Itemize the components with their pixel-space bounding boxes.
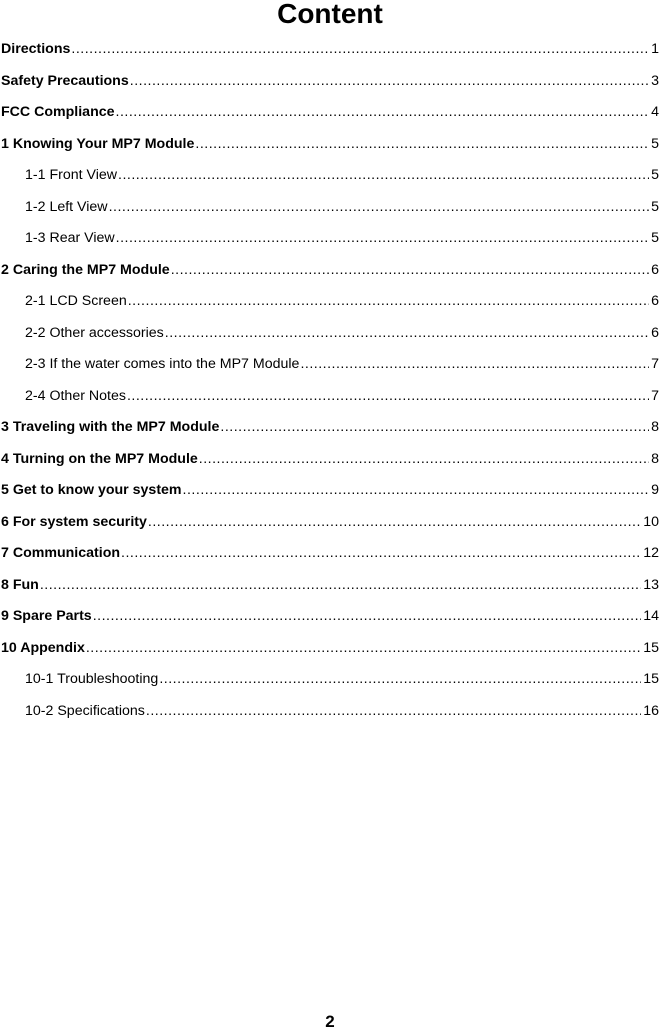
toc-entry-page-number: 7 bbox=[651, 356, 659, 372]
toc-entry-page-number: 12 bbox=[643, 545, 659, 561]
toc-entry[interactable] bbox=[0, 603, 660, 635]
toc-entry-title[interactable]: 8 Fun bbox=[1, 576, 39, 593]
toc-entry-title[interactable]: 6 For system security bbox=[1, 513, 147, 530]
toc-entry-page-number: 6 bbox=[651, 261, 659, 278]
toc-dot-leader bbox=[121, 540, 641, 566]
toc-entry-page-number: 3 bbox=[651, 72, 659, 89]
toc-entry-title[interactable]: 1-2 Left View bbox=[25, 198, 108, 215]
toc-entry-page-number: 16 bbox=[643, 702, 659, 719]
toc-entry[interactable] bbox=[0, 225, 660, 257]
toc-dot-leader bbox=[195, 131, 649, 157]
toc-dot-leader bbox=[93, 603, 642, 629]
toc-entry[interactable] bbox=[0, 320, 660, 352]
toc-entry[interactable] bbox=[0, 162, 660, 194]
toc-entry-title[interactable]: 2-4 Other Notes bbox=[25, 387, 126, 404]
toc-entry[interactable] bbox=[0, 477, 660, 509]
toc-entry[interactable] bbox=[0, 635, 660, 667]
toc-entry-title[interactable]: Safety Precautions bbox=[1, 72, 129, 89]
toc-entry-page-number: 8 bbox=[651, 419, 659, 435]
toc-dot-leader bbox=[146, 698, 641, 724]
toc-entry-page-number: 5 bbox=[651, 167, 659, 183]
toc-dot-leader bbox=[127, 383, 649, 409]
toc-entry-title[interactable]: 9 Spare Parts bbox=[1, 608, 92, 624]
toc-entry[interactable] bbox=[0, 194, 660, 226]
toc-entry-title[interactable]: 1-3 Rear View bbox=[25, 230, 115, 246]
toc-dot-leader bbox=[159, 666, 641, 692]
toc-entry-title[interactable]: 1 Knowing Your MP7 Module bbox=[1, 135, 195, 152]
toc-dot-leader bbox=[165, 320, 649, 346]
toc-entry-page-number: 15 bbox=[643, 671, 659, 687]
toc-entry-title[interactable]: 5 Get to know your system bbox=[1, 482, 182, 498]
toc-entry-title[interactable]: 3 Traveling with the MP7 Module bbox=[1, 419, 220, 435]
toc-dot-leader bbox=[199, 446, 649, 472]
toc-dot-leader bbox=[71, 36, 649, 62]
table-of-contents bbox=[0, 36, 660, 729]
toc-entry[interactable] bbox=[0, 383, 660, 415]
toc-entry-page-number: 5 bbox=[651, 198, 659, 215]
toc-dot-leader bbox=[40, 572, 641, 598]
page-title: Content bbox=[277, 0, 383, 29]
toc-entry[interactable] bbox=[0, 509, 660, 541]
toc-entry-title[interactable]: 10 Appendix bbox=[1, 639, 85, 656]
toc-entry-page-number: 5 bbox=[651, 230, 659, 246]
toc-entry-title[interactable]: 7 Communication bbox=[1, 545, 121, 561]
toc-dot-leader bbox=[148, 509, 641, 535]
toc-dot-leader bbox=[220, 414, 649, 440]
toc-entry-title[interactable]: FCC Compliance bbox=[1, 104, 115, 120]
toc-entry-title[interactable]: 2 Caring the MP7 Module bbox=[1, 261, 170, 278]
toc-entry-page-number: 1 bbox=[651, 41, 659, 57]
toc-dot-leader bbox=[300, 351, 649, 377]
toc-dot-leader bbox=[86, 635, 641, 661]
toc-entry[interactable] bbox=[0, 572, 660, 604]
toc-entry[interactable] bbox=[0, 698, 660, 730]
toc-entry-page-number: 7 bbox=[651, 387, 659, 404]
toc-entry-page-number: 13 bbox=[643, 576, 659, 593]
toc-entry[interactable] bbox=[0, 446, 660, 478]
toc-dot-leader bbox=[116, 99, 650, 125]
toc-entry-title[interactable]: Directions bbox=[1, 41, 71, 57]
toc-entry[interactable] bbox=[0, 540, 660, 572]
toc-entry-title[interactable]: 2-2 Other accessories bbox=[25, 324, 164, 341]
toc-entry[interactable] bbox=[0, 36, 660, 68]
toc-entry-title[interactable]: 10-2 Specifications bbox=[25, 702, 145, 719]
toc-entry-page-number: 10 bbox=[643, 513, 659, 530]
toc-entry-page-number: 14 bbox=[643, 608, 659, 624]
toc-entry[interactable] bbox=[0, 68, 660, 100]
toc-dot-leader bbox=[109, 194, 650, 220]
toc-dot-leader bbox=[130, 68, 649, 94]
toc-dot-leader bbox=[171, 257, 649, 283]
toc-entry[interactable] bbox=[0, 288, 660, 320]
toc-entry-page-number: 4 bbox=[651, 104, 659, 120]
toc-dot-leader bbox=[128, 288, 649, 314]
toc-entry-page-number: 5 bbox=[651, 135, 659, 152]
toc-entry[interactable] bbox=[0, 99, 660, 131]
toc-entry[interactable] bbox=[0, 131, 660, 163]
toc-entry-title[interactable]: 10-1 Troubleshooting bbox=[25, 671, 159, 687]
toc-entry[interactable] bbox=[0, 414, 660, 446]
toc-entry[interactable] bbox=[0, 257, 660, 289]
toc-entry[interactable] bbox=[0, 666, 660, 698]
toc-entry-title[interactable]: 2-3 If the water comes into the MP7 Module bbox=[25, 356, 300, 372]
toc-entry-page-number: 15 bbox=[643, 639, 659, 656]
toc-entry-title[interactable]: 4 Turning on the MP7 Module bbox=[1, 450, 198, 467]
toc-entry-title[interactable]: 1-1 Front View bbox=[25, 167, 117, 183]
toc-dot-leader bbox=[183, 477, 650, 503]
toc-entry-page-number: 6 bbox=[651, 293, 659, 309]
page-number: 2 bbox=[325, 1012, 335, 1031]
toc-dot-leader bbox=[116, 225, 649, 251]
toc-entry[interactable] bbox=[0, 351, 660, 383]
toc-entry-page-number: 6 bbox=[651, 324, 659, 341]
toc-dot-leader bbox=[118, 162, 649, 188]
toc-entry-page-number: 8 bbox=[651, 450, 659, 467]
toc-entry-page-number: 9 bbox=[651, 482, 659, 498]
toc-entry-title[interactable]: 2-1 LCD Screen bbox=[25, 293, 127, 309]
